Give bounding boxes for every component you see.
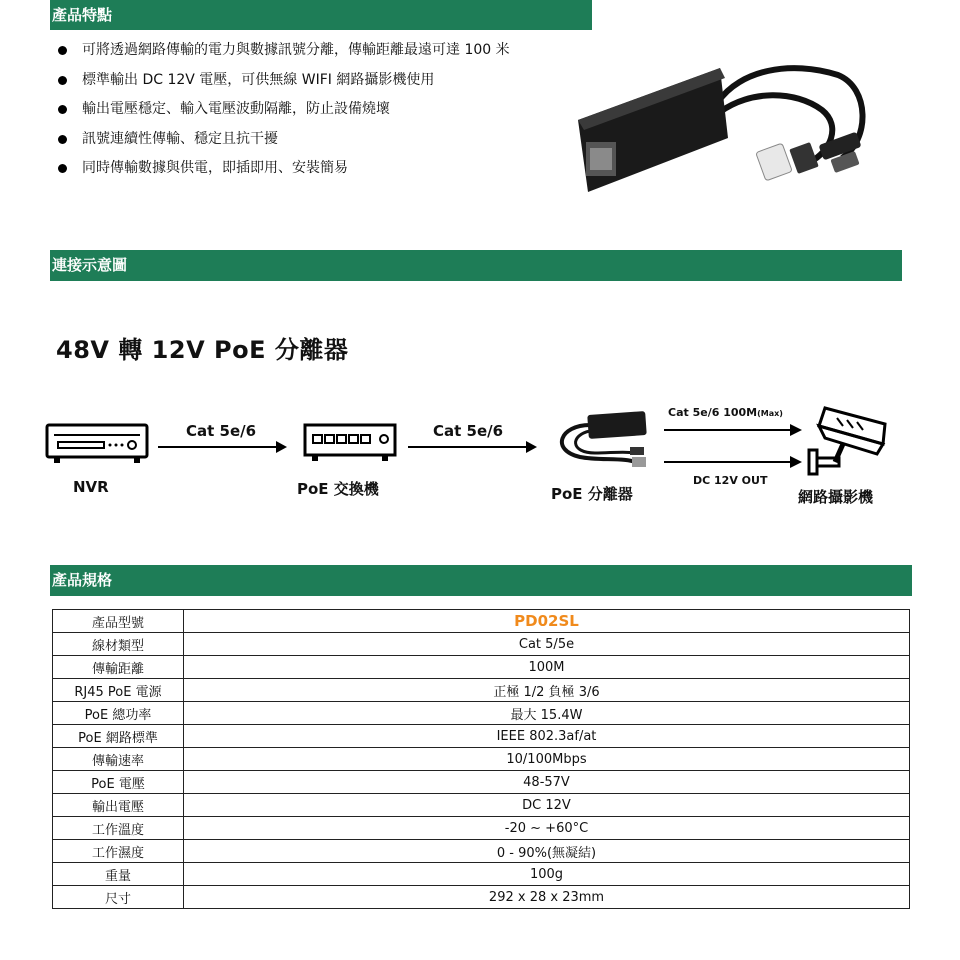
spec-value: DC 12V [184,794,910,817]
splitter-label: PoE 分離器 [551,485,633,503]
table-row [53,886,910,909]
spec-key: 工作溫度 [53,817,184,840]
spec-key: PoE 網路標準 [53,725,184,748]
table-row [53,679,910,702]
feature-item: 輸出電壓穩定、輸入電壓波動隔離，防止設備燒壞 [58,95,510,125]
spec-key: 輸出電壓 [53,794,184,817]
arrow-splitter-to-camera-power [664,455,804,469]
table-row [53,610,910,633]
cable3-label-suffix: (Max) [757,409,783,418]
spec-key: 產品型號 [53,610,184,633]
cable2-label: Cat 5e/6 [433,422,504,440]
nvr-icon [44,422,150,466]
spec-value: -20 ~ +60°C [184,817,910,840]
spec-table [52,609,910,909]
arrow-switch-to-splitter [408,440,538,454]
spec-value: 10/100Mbps [184,748,910,771]
spec-value: 0 - 90%(無凝結) [184,840,910,863]
poe-switch-icon [302,420,398,466]
arrow-splitter-to-camera-data [664,423,804,437]
diagram-heading-bar [50,250,902,281]
power-label: DC 12V OUT [693,474,768,487]
features-heading-bar [50,0,592,30]
spec-key: RJ45 PoE 電源 [53,679,184,702]
table-row [53,702,910,725]
spec-key: PoE 電壓 [53,771,184,794]
feature-item: 訊號連續性傳輸、穩定且抗干擾 [58,125,510,155]
spec-value: 最大 15.4W [184,702,910,725]
spec-key: 重量 [53,863,184,886]
table-row [53,863,910,886]
poe-splitter-product-photo [570,50,880,210]
spec-key: 傳輸距離 [53,656,184,679]
table-row [53,794,910,817]
spec-value: 100M [184,656,910,679]
table-row [53,656,910,679]
feature-item: 標準輸出 DC 12V 電壓，可供無線 WIFI 網路攝影機使用 [58,66,510,96]
spec-value: 100g [184,863,910,886]
specs-heading-bar [50,565,912,596]
spec-value-model: PD02SL [184,610,910,633]
features-list [58,36,510,184]
feature-item: 可將透過網路傳輸的電力與數據訊號分離，傳輸距離最遠可達 100 米 [58,36,510,66]
cable1-label: Cat 5e/6 [186,422,257,440]
table-row [53,725,910,748]
specs-heading: 產品規格 [52,571,113,589]
feature-item: 同時傳輸數據與供電，即插即用、安裝簡易 [58,154,510,184]
table-row [53,840,910,863]
diagram-title: 48V 轉 12V PoE 分離器 [56,336,349,364]
switch-label: PoE 交換機 [297,480,379,498]
table-row [53,771,910,794]
spec-key: 工作濕度 [53,840,184,863]
diagram-heading: 連接示意圖 [52,256,128,274]
spec-key: 線材類型 [53,633,184,656]
cable3-label [668,406,783,419]
spec-value: IEEE 802.3af/at [184,725,910,748]
spec-value: Cat 5/5e [184,633,910,656]
features-heading: 產品特點 [52,6,113,24]
spec-key: PoE 總功率 [53,702,184,725]
spec-key: 尺寸 [53,886,184,909]
table-row [53,633,910,656]
spec-value: 48-57V [184,771,910,794]
ip-camera-icon [803,402,893,480]
poe-splitter-icon [550,405,660,475]
spec-value: 正極 1/2 負極 3/6 [184,679,910,702]
spec-key: 傳輸速率 [53,748,184,771]
spec-value: 292 x 28 x 23mm [184,886,910,909]
table-row [53,817,910,840]
nvr-label: NVR [73,478,109,496]
camera-label: 網路攝影機 [798,488,874,506]
cable3-label-main: Cat 5e/6 100M [668,406,758,419]
arrow-nvr-to-switch [158,440,288,454]
table-row [53,748,910,771]
